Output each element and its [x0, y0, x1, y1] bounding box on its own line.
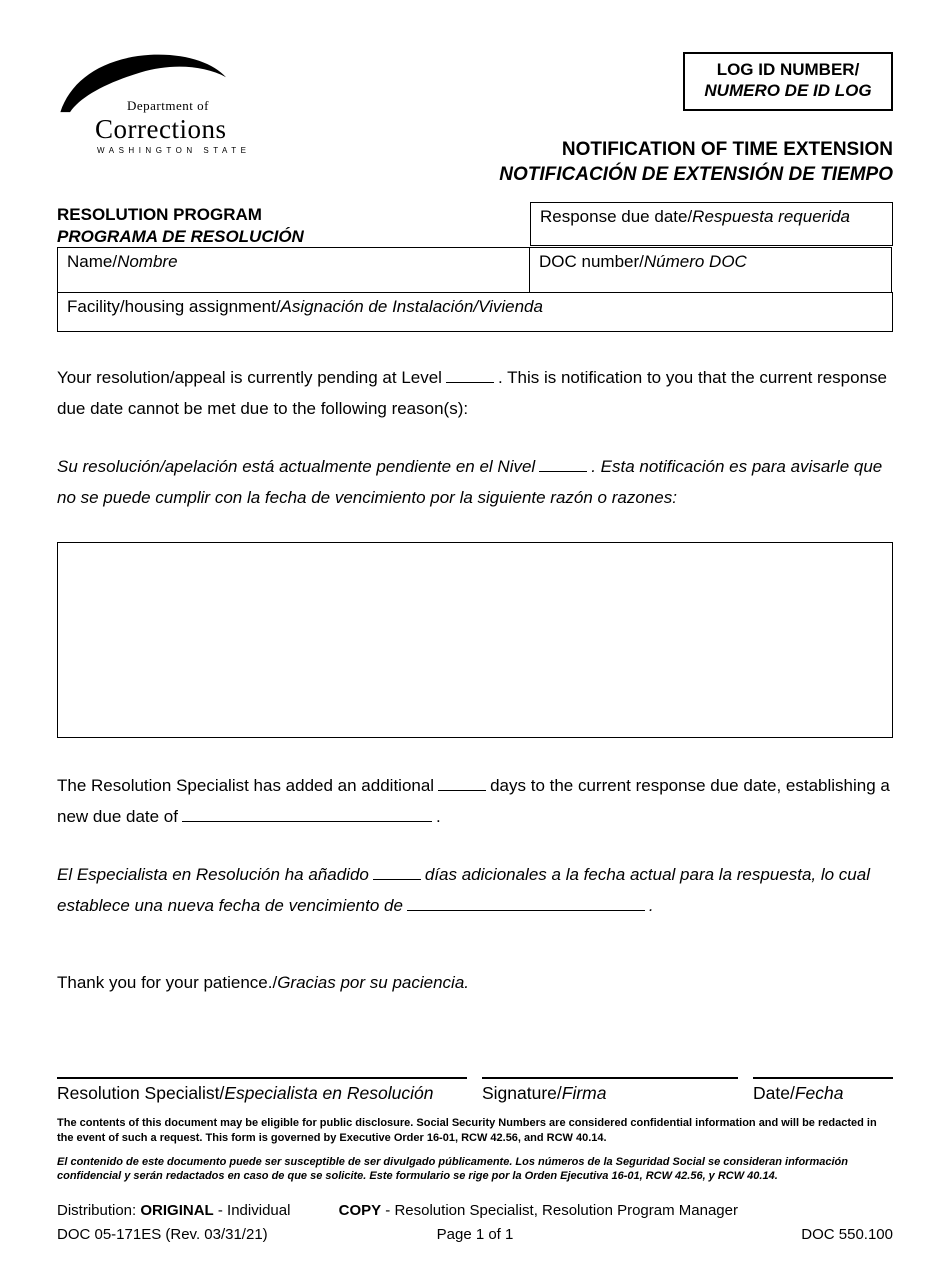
level-blank-en: [446, 366, 494, 383]
extension-text-mid: days to the current response due date, establishing a new due date of: [57, 775, 890, 827]
field-response-due-label-en: Response due date/: [540, 206, 693, 226]
specialist-label-es: Especialista en Resolución: [224, 1082, 434, 1103]
field-doc-number-label-en: DOC number/: [539, 251, 644, 271]
extension-text-before-es: El Especialista en Resolución ha añadido: [57, 864, 369, 884]
disclosure-es: El contenido de este documento puede ser susceptible de ser divulgado públicamente. Los números de la Seguridad Social se consideran información confidencial y serán redactados en caso de que se solicite. Este formulario se rige por la Orden Ejecutiva 16-01, RCW 42.56, y RCW 40.14.: [57, 1155, 848, 1183]
days-blank-en: [438, 773, 486, 790]
pending-text-before-es: Su resolución/apelación está actualmente pendiente en el Nivel: [57, 456, 536, 476]
program-heading: [57, 202, 530, 248]
signature-label-es: Firma: [561, 1082, 607, 1103]
log-id-label-es: NUMERO DE ID LOG: [704, 81, 872, 101]
header-right: [499, 52, 893, 188]
field-name: [57, 247, 530, 293]
header-field-table: [57, 202, 893, 332]
date-label-en: Date/: [753, 1082, 795, 1103]
thanks-text-en: Thank you for your patience./: [57, 973, 278, 993]
logo-corrections-text: Corrections: [95, 114, 227, 144]
new-due-date-blank-es: [407, 894, 645, 911]
body-content: [57, 362, 893, 999]
field-name-label-en: Name/: [67, 251, 118, 271]
field-facility-housing: [57, 292, 893, 332]
pending-text-after: . This is notification to you that the current response due date cannot be met due to the following reason(s):: [57, 367, 887, 419]
field-response-due-date: [530, 202, 893, 246]
paragraph-pending-es: [57, 451, 893, 514]
distribution-original-suffix: - Individual: [213, 1202, 291, 1220]
doc-logo: [57, 52, 257, 155]
distribution-label: Distribution:: [57, 1202, 137, 1220]
field-response-due-label-es: Respuesta requerida: [692, 206, 850, 226]
form-title-en: NOTIFICATION OF TIME EXTENSION: [561, 138, 893, 160]
date-label-es: Fecha: [794, 1082, 844, 1103]
days-blank-es: [373, 862, 421, 879]
signature-section: [57, 1077, 893, 1104]
field-facility-label-en: Facility/housing assignment/: [67, 296, 281, 316]
pending-text-after-es: . Esta notificación es para avisarle que no se puede cumplir con la fecha de vencimiento por la siguiente razón o razones:: [57, 456, 883, 508]
table-row-1: [57, 202, 893, 248]
signature-line-specialist: [57, 1077, 467, 1104]
level-blank-es: [539, 455, 587, 472]
thanks-text-es: Gracias por su paciencia.: [277, 973, 470, 993]
signature-line-date: [753, 1077, 893, 1104]
pending-text-before: Your resolution/appeal is currently pending at Level: [57, 367, 442, 387]
paragraph-pending-en: [57, 362, 893, 425]
field-doc-number-label-es: Número DOC: [643, 251, 747, 271]
distribution-original: ORIGINAL: [140, 1202, 214, 1220]
distribution-copy: COPY: [338, 1202, 382, 1220]
form-title-es: NOTIFICACIÓN DE EXTENSIÓN DE TIEMPO: [499, 164, 893, 186]
extension-text-mid-es: días adicionales a la fecha actual para la respuesta, lo cual establece una nueva fecha de vencimiento de: [57, 864, 870, 916]
field-doc-number: [529, 247, 892, 293]
program-heading-en: RESOLUTION PROGRAM: [57, 204, 262, 224]
disclosure-en: The contents of this document may be eligible for public disclosure. Social Security Numbers are considered confidential information and will be redacted in the event of such a request. This form is governed by Executive Order 16-01, RCW 42.56, and RCW 40.14.: [57, 1116, 877, 1144]
paragraph-extension-es: [57, 859, 893, 922]
new-due-date-blank-en: [182, 805, 432, 822]
extension-text-end: .: [435, 807, 441, 827]
signature-label-en: Signature/: [482, 1082, 562, 1103]
form-id: DOC 05-171ES (Rev. 03/31/21): [57, 1226, 268, 1244]
logo-washington-state-text: WASHINGTON STATE: [97, 146, 251, 155]
reason-write-in-box: [57, 542, 893, 738]
footer-line: [57, 1226, 893, 1243]
form-title: [499, 137, 893, 188]
field-name-label-es: Nombre: [117, 251, 178, 271]
log-id-box: [683, 52, 893, 111]
table-row-3: [57, 292, 893, 332]
logo-department-of-text: Department of: [127, 98, 209, 113]
extension-text-end-es: .: [648, 896, 654, 916]
header: [57, 52, 893, 188]
paragraph-extension-en: [57, 770, 893, 833]
extension-text-before: The Resolution Specialist has added an additional: [57, 775, 435, 795]
log-id-label-en: LOG ID NUMBER/: [716, 60, 860, 79]
distribution-copy-suffix: - Resolution Specialist, Resolution Program Manager: [381, 1202, 738, 1220]
doc-code: DOC 550.100: [801, 1226, 893, 1244]
field-facility-label-es: Asignación de Instalación/Vivienda: [280, 296, 543, 316]
signature-line-signature: [482, 1077, 738, 1104]
page-number: Page 1 of 1: [436, 1226, 514, 1244]
distribution-line: [57, 1202, 893, 1219]
table-row-2: [57, 247, 893, 293]
thanks-line: [57, 967, 893, 998]
specialist-label-en: Resolution Specialist/: [57, 1082, 225, 1103]
program-heading-es: PROGRAMA DE RESOLUCIÓN: [57, 226, 304, 246]
